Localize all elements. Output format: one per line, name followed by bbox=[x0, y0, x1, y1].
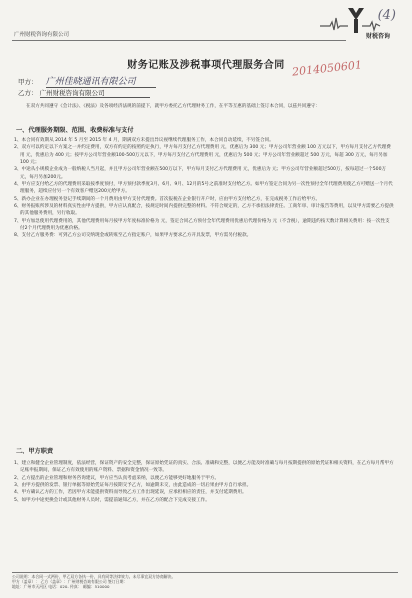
footer-line: 甲方（盖章）： 乙方（盖章）：广州财税咨询有限公司 签订日期： bbox=[12, 579, 128, 585]
party-a-label: 甲方： bbox=[18, 78, 38, 86]
section-2-clause: 2、乙方提出的企业管理和财务咨询建议，甲方应当认真考虑采纳，以便乙方能够更好地服务于甲方。 bbox=[14, 475, 220, 481]
logo-text: 财税咨询 bbox=[365, 33, 390, 40]
section-2-clause: 4、甲方确认乙方的工作，若因甲方未能提供资料而导致乙方工作出现延误，应承担相应的责任，并支付延期费用。 bbox=[14, 490, 247, 496]
section-1-clause: 2、双方可以约定以下方案之一并约定费用，双方有约定的按照约定执行，甲方每月支付乙方代理费用 元，优惠后为 300 元；甲方公司年营业额 100 万元以下，甲方每月支付乙方代理费用 元，优惠后为 400 元；按甲方公司年营业额100-500万元以下，甲方每月支付乙方代理费用 元，优惠后为 500 元；甲方公司年营业额超过 500 万元，每超 300 万元，每月另加 100 元； bbox=[14, 145, 391, 166]
section-2-clause: 5、如甲方中途更换会计或其他财务人员时，需提前通知乙方，并在乙方的配合下完成交接工作。 bbox=[14, 497, 210, 503]
section-1-clause: 8、支付乙方服务费：可到乙方公司交纳现金或转账至乙方指定账户，如果甲方要求乙方开具发票，甲方需另付税款。 bbox=[14, 233, 252, 239]
section-1-clause: 5、新办企业在办理税务登记手续期间的一个月费用由甲方支付代理费。首次报税在企业银行开户时，应由甲方支付给乙方，在完成税务工作后给甲方。 bbox=[14, 196, 321, 202]
section-1-clause: 3、中途从小规模企业成为一般纳税人当月起，并且甲方公司年营业额在500万以下，甲方每月支付乙方代理费用 元，优惠后为 元；甲方公司年营业额超过500万，按每超过一个500万元，每月另加200元。 bbox=[14, 167, 387, 180]
section-2-clause: 3、由甲方提供的发票、银行单据等原始凭证每月按期交予乙方，如逾期未交，由此造成的一切后果由甲方自行承担。 bbox=[14, 483, 252, 489]
party-b-value: 广州财税咨询有限公司 bbox=[40, 88, 150, 98]
preamble bbox=[14, 103, 394, 110]
section-2-body bbox=[14, 460, 394, 504]
section-1-clause: 7、甲方加急使用代理费用的，其他代理费用每月按甲方年度标准价格为 元，签定合同乙方预付全年代理费用优惠后代理价格为 元（不含税），逾期违约按天数计算相关费用：按一次性支付2个月代理费用为优惠价格。 bbox=[14, 218, 390, 232]
party-b bbox=[18, 88, 150, 98]
footer-line: 公司说明：本合同一式两份，甲乙双方各执一份，具有同等法律效力。未尽事宜双方协商解决。 bbox=[12, 574, 176, 579]
section-1-clause: 4、甲方应支付给乙方的代理费用采取按季度预付，甲方预付款季度3月、6月、9月、12月的5号之前准时支付给乙方。如甲方签定合同为另一次性预付全年代理费用使乙方可赠送一个月代理服务，超续应付另一个有效客户赠送200元给甲方。 bbox=[14, 182, 393, 195]
handwritten-mark: (4) bbox=[377, 8, 396, 23]
section-1-clause: 6、财务报账所涉及的材料真实性由甲方提供，甲方应认真配合，按规定时间内提供完整的材料。不符合规定的，乙方不承担法律责任。工商年审、审计报告等费用，以及甲方需要乙方提供的其他服务费用，另行收取。 bbox=[14, 204, 394, 217]
party-a bbox=[18, 74, 156, 88]
section-1-clause: 1、本合同有效期从 2014 年 5 月至 2015 年 4 月，期满双方未提出异议视继续代理服务工作，本合同自动延续，不另签合同。 bbox=[14, 138, 274, 143]
handwritten-contract-number: 2014050601 bbox=[291, 58, 363, 79]
section-2-title: 二、甲方职责 bbox=[16, 448, 54, 455]
preamble-text: 在双方共同遵守《会计法》、《税法》及各项经济法规的前提下，就甲方委托乙方代理财务工作，在平等互惠的基础上签订本合同，以兹共同遵守： bbox=[26, 104, 321, 109]
footer-line: 地址：广州市天河区 电话：020- 传真： 邮编：510000 bbox=[12, 584, 110, 590]
party-a-value: 广州佳晓通讯有限公司 bbox=[46, 74, 156, 88]
section-2-clause: 1、建立和健全企业管理制度，依法经营，保证资产的安全完整，保证原始凭证的真实、合法、准确和完整，以便乙方能及时准确与每月按期提供的原始凭证和相关资料，在乙方每月帮甲方记账申报期间，保证乙方有效使用的账户资料、票据和资金情况一致等。 bbox=[14, 461, 394, 474]
section-1-title: 一、代理服务期限、范围、收费标准与支付 bbox=[16, 127, 134, 134]
party-b-label: 乙方： bbox=[18, 89, 38, 97]
header-company-name: 广州财税咨询有限公司 bbox=[14, 32, 70, 38]
document-title: 财务记账及涉税事项代理服务合同 bbox=[127, 60, 285, 71]
header-rule bbox=[12, 40, 346, 41]
section-1-body bbox=[14, 137, 394, 240]
footer bbox=[12, 572, 398, 590]
